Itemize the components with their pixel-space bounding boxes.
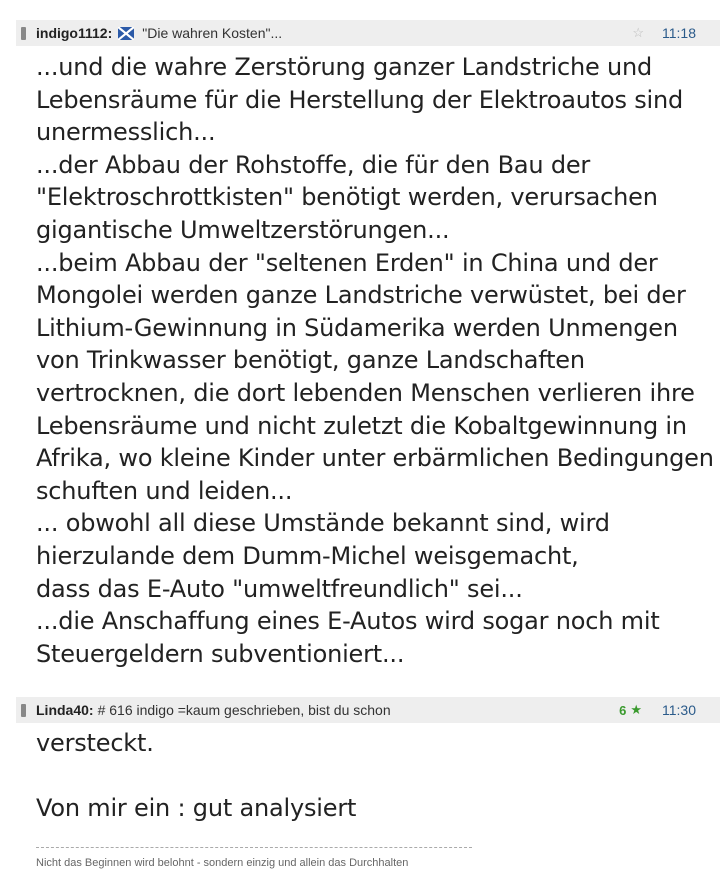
post-subject[interactable]: # 616 indigo =kaum geschrieben, bist du schon bbox=[97, 702, 391, 718]
post-time[interactable]: 11:30 bbox=[662, 702, 696, 718]
post-text-line: gigantische Umweltzerstörungen... bbox=[36, 215, 450, 244]
post-meta bbox=[632, 25, 720, 41]
post-body bbox=[36, 51, 716, 670]
post-text-line: ...der Abbau der Rohstoffe, die für den Bau der bbox=[36, 150, 591, 179]
rating-count: 6 bbox=[619, 702, 627, 718]
post-text-line: Lebensräume für die Herstellung der Elektroautos sind bbox=[36, 85, 684, 114]
post-text-line: von Trinkwasser benötigt, ganze Landschaften bbox=[36, 346, 585, 375]
post-time[interactable]: 11:18 bbox=[662, 25, 696, 41]
post-text-line bbox=[36, 760, 716, 793]
post-text-line: vertrocknen, die dort lebenden Menschen verlieren ihre bbox=[36, 378, 695, 407]
post-author[interactable]: Linda40: bbox=[36, 702, 94, 718]
post-text-line: Mongolei werden ganze Landstriche verwüstet, bei der bbox=[36, 281, 686, 310]
post-text-line: Lithium-Gewinnung in Südamerika werden Unmengen bbox=[36, 313, 678, 342]
post-text-line: versteckt. bbox=[36, 729, 154, 757]
post-body bbox=[36, 727, 716, 825]
post-text-line: "Elektroschrottkisten" benötigt werden, verursachen bbox=[36, 183, 658, 212]
post-header bbox=[16, 20, 720, 46]
post-text-line: dass das E-Auto "umweltfreundlich" sei... bbox=[36, 574, 523, 603]
scotland-flag-icon bbox=[118, 27, 134, 40]
rating-star-icon[interactable]: ★ bbox=[630, 702, 642, 717]
post-text-line: ... obwohl all diese Umstände bekannt sind, wird bbox=[36, 509, 610, 538]
drag-handle-icon[interactable] bbox=[21, 27, 26, 40]
post-text-line: ...und die wahre Zerstörung ganzer Landstriche und bbox=[36, 53, 653, 81]
post-subject[interactable]: "Die wahren Kosten"... bbox=[142, 25, 283, 41]
post-text-line: Steuergeldern subventioniert... bbox=[36, 639, 405, 668]
post-text-line: schuften und leiden... bbox=[36, 476, 293, 505]
drag-handle-icon[interactable] bbox=[21, 704, 26, 717]
signature-divider bbox=[36, 847, 472, 848]
post-text-line: Afrika, wo kleine Kinder unter erbärmlichen Bedingungen bbox=[36, 444, 714, 473]
post-text-line: hierzulande dem Dumm-Michel weisgemacht, bbox=[36, 541, 579, 570]
post-text-line: ...die Anschaffung eines E-Autos wird sogar noch mit bbox=[36, 607, 660, 636]
post-text-line: Von mir ein : gut analysiert bbox=[36, 794, 357, 823]
post-text-line: unermesslich... bbox=[36, 118, 216, 147]
star-icon[interactable]: ☆ bbox=[632, 25, 644, 40]
post-header bbox=[16, 697, 720, 723]
post-text-line: ...beim Abbau der "seltenen Erden" in China und der bbox=[36, 248, 658, 277]
post-author[interactable]: indigo1112: bbox=[36, 25, 113, 41]
user-signature: Nicht das Beginnen wird belohnt - sondern einzig und allein das Durchhalten bbox=[36, 857, 409, 869]
post-text-line: Lebensräume und nicht zuletzt die Kobaltgewinnung in bbox=[36, 411, 687, 440]
post-meta bbox=[619, 702, 720, 718]
